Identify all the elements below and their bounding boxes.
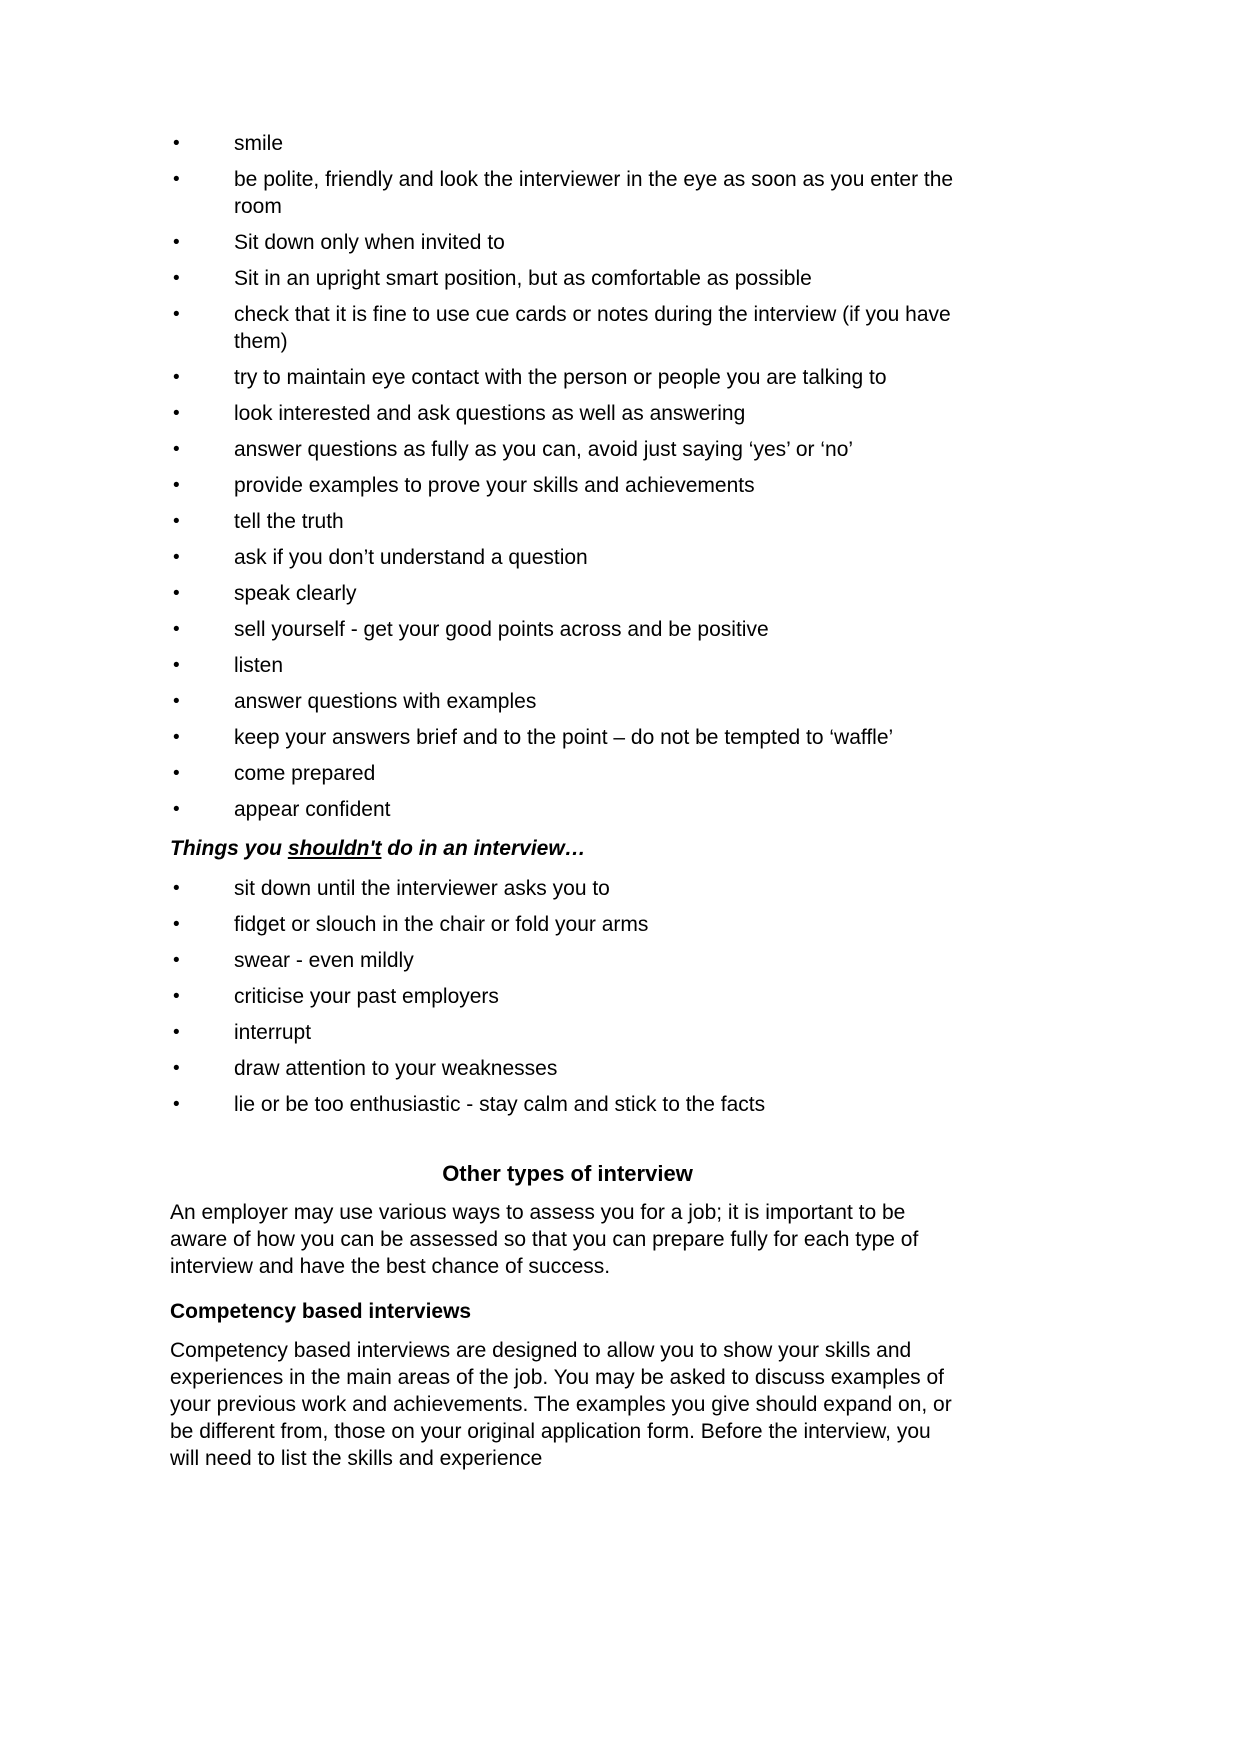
list-item [170,652,965,679]
list-item [170,796,965,823]
list-item-text: fidget or slouch in the chair or fold your arms [234,913,649,936]
list-item [170,301,965,355]
list-item [170,544,965,571]
list-item-text: sit down until the interviewer asks you to [234,877,610,900]
list-item [170,1055,965,1082]
list-item [170,400,965,427]
bullet-icon: • [173,727,180,748]
bullet-icon: • [173,619,180,640]
donts-heading-prefix: Things you [170,837,288,860]
list-item-text: try to maintain eye contact with the person or people you are talking to [234,366,887,389]
list-item [170,265,965,292]
list-item-text: be polite, friendly and look the interviewer in the eye as soon as you enter the room [234,168,954,218]
list-item-text: tell the truth [234,510,344,533]
bullet-icon: • [173,169,180,190]
list-item-text: check that it is fine to use cue cards or notes during the interview (if you have them) [234,303,951,353]
competency-paragraph: Competency based interviews are designed to allow you to show your skills and experiences in the main areas of the job. You may be asked to discuss examples of your previous work and achievements. The examples you give should expand on, or be different from, those on your original application form. Before the interview, you will need to list the skills and experience [170,1339,952,1470]
donts-heading-emphasis: shouldn't [287,837,382,860]
bullet-icon: • [173,691,180,712]
list-item-text: provide examples to prove your skills and achievements [234,474,755,497]
bullet-icon: • [173,133,180,154]
bullet-icon: • [173,950,180,971]
list-item [170,724,965,751]
bullet-icon: • [173,583,180,604]
bullet-icon: • [173,1094,180,1115]
list-item-text: speak clearly [234,582,357,605]
list-item [170,911,965,938]
list-item [170,1019,965,1046]
bullet-icon: • [173,268,180,289]
donts-list [170,875,965,1118]
list-item [170,472,965,499]
list-item-text: smile [234,132,284,155]
list-item-text: draw attention to your weaknesses [234,1057,558,1080]
list-item [170,760,965,787]
list-item [170,130,965,157]
list-item [170,616,965,643]
list-item [170,1091,965,1118]
list-item-text: interrupt [234,1021,312,1044]
list-item [170,364,965,391]
bullet-icon: • [173,475,180,496]
bullet-icon: • [173,655,180,676]
donts-heading [170,835,965,862]
list-item-text: Sit down only when invited to [234,231,505,254]
competency-heading: Competency based interviews [170,1300,472,1323]
list-item-text: keep your answers brief and to the point – do not be tempted to ‘waffle’ [234,726,894,749]
bullet-icon: • [173,367,180,388]
list-item-text: answer questions as fully as you can, avoid just saying ‘yes’ or ‘no’ [234,438,854,461]
list-item-text: answer questions with examples [234,690,537,713]
list-item [170,875,965,902]
bullet-icon: • [173,511,180,532]
list-item [170,688,965,715]
list-item [170,436,965,463]
list-item-text: look interested and ask questions as well as answering [234,402,746,425]
list-item-text: swear - even mildly [234,949,414,972]
dos-list [170,130,965,823]
bullet-icon: • [173,1058,180,1079]
donts-heading-suffix: do in an interview… [381,837,586,860]
list-item-text: come prepared [234,762,376,785]
bullet-icon: • [173,439,180,460]
bullet-icon: • [173,547,180,568]
list-item-text: lie or be too enthusiastic - stay calm and stick to the facts [234,1093,766,1116]
list-item [170,508,965,535]
bullet-icon: • [173,914,180,935]
bullet-icon: • [173,1022,180,1043]
list-item [170,580,965,607]
list-item-text: appear confident [234,798,391,821]
list-item-text: listen [234,654,284,677]
bullet-icon: • [173,304,180,325]
list-item-text: sell yourself - get your good points across and be positive [234,618,769,641]
list-item-text: Sit in an upright smart position, but as comfortable as possible [234,267,812,290]
bullet-icon: • [173,799,180,820]
list-item [170,229,965,256]
bullet-icon: • [173,763,180,784]
list-item-text: criticise your past employers [234,985,499,1008]
list-item [170,166,965,220]
bullet-icon: • [173,986,180,1007]
list-item [170,983,965,1010]
bullet-icon: • [173,232,180,253]
section-heading-other-types: Other types of interview [442,1161,693,1186]
bullet-icon: • [173,403,180,424]
intro-paragraph: An employer may use various ways to assess you for a job; it is important to be aware of how you can be assessed so that you can prepare fully for each type of interview and have the best chance of success. [170,1201,919,1278]
bullet-icon: • [173,878,180,899]
list-item-text: ask if you don’t understand a question [234,546,588,569]
list-item [170,947,965,974]
